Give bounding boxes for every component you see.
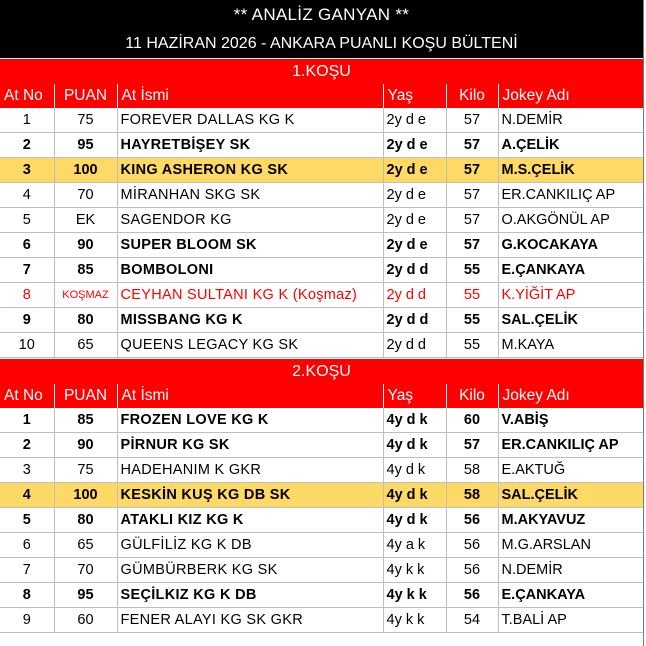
cell-jokey-adi: A.ÇELİK	[498, 133, 643, 158]
cell-kilo: 54	[446, 608, 498, 633]
cell-yas: 2y d d	[383, 283, 446, 308]
cell-at-no: 7	[0, 558, 54, 583]
column-header-jokey-adi: Jokey Adı	[498, 84, 643, 108]
cell-puan: 75	[54, 458, 117, 483]
cell-kilo: 58	[446, 483, 498, 508]
table-row[interactable]	[0, 458, 643, 483]
cell-at-no: 6	[0, 533, 54, 558]
cell-jokey-adi: M.G.ARSLAN	[498, 533, 643, 558]
cell-puan: 85	[54, 258, 117, 283]
cell-jokey-adi: K.YİĞİT AP	[498, 283, 643, 308]
table-row[interactable]	[0, 608, 643, 633]
race-header: 2.KOŞU	[0, 358, 643, 384]
table-row[interactable]	[0, 583, 643, 608]
column-header-kilo: Kilo	[446, 384, 498, 408]
cell-at-no: 3	[0, 158, 54, 183]
cell-at-no: 10	[0, 333, 54, 358]
race-section	[0, 358, 643, 633]
cell-yas: 4y d k	[383, 408, 446, 433]
cell-at-no: 6	[0, 233, 54, 258]
cell-yas: 2y d e	[383, 233, 446, 258]
cell-kilo: 56	[446, 533, 498, 558]
cell-puan: 100	[54, 483, 117, 508]
table-row[interactable]	[0, 183, 643, 208]
cell-at-no: 1	[0, 108, 54, 133]
cell-jokey-adi: E.ÇANKAYA	[498, 258, 643, 283]
race-header: 1.KOŞU	[0, 58, 643, 84]
cell-at-ismi: GÜMBÜRBERK KG SK	[117, 558, 383, 583]
cell-kilo: 57	[446, 433, 498, 458]
cell-yas: 4y a k	[383, 533, 446, 558]
cell-yas: 4y d k	[383, 458, 446, 483]
column-header-at-no: At No	[0, 384, 54, 408]
cell-jokey-adi: M.AKYAVUZ	[498, 508, 643, 533]
cell-jokey-adi: M.KAYA	[498, 333, 643, 358]
cell-puan: 95	[54, 583, 117, 608]
cell-at-no: 2	[0, 433, 54, 458]
cell-jokey-adi: G.KOCAKAYA	[498, 233, 643, 258]
race-table	[0, 84, 643, 358]
race-section	[0, 58, 643, 358]
cell-at-no: 2	[0, 133, 54, 158]
cell-at-ismi: GÜLFİLİZ KG K DB	[117, 533, 383, 558]
race-table	[0, 384, 643, 633]
cell-puan: 65	[54, 333, 117, 358]
cell-at-no: 9	[0, 308, 54, 333]
cell-jokey-adi: O.AKGÖNÜL AP	[498, 208, 643, 233]
cell-jokey-adi: N.DEMİR	[498, 108, 643, 133]
cell-puan: 75	[54, 108, 117, 133]
table-row[interactable]	[0, 433, 643, 458]
table-row[interactable]	[0, 133, 643, 158]
table-row[interactable]	[0, 258, 643, 283]
cell-kilo: 57	[446, 208, 498, 233]
cell-kilo: 57	[446, 108, 498, 133]
races-container	[0, 58, 643, 633]
table-row[interactable]	[0, 208, 643, 233]
cell-kilo: 57	[446, 233, 498, 258]
cell-jokey-adi: SAL.ÇELİK	[498, 483, 643, 508]
cell-yas: 2y d d	[383, 258, 446, 283]
cell-yas: 4y k k	[383, 583, 446, 608]
column-header-at-ismi: At İsmi	[117, 84, 383, 108]
cell-puan: 65	[54, 533, 117, 558]
cell-yas: 2y d e	[383, 108, 446, 133]
cell-kilo: 56	[446, 508, 498, 533]
cell-at-ismi: ATAKLI KIZ KG K	[117, 508, 383, 533]
cell-puan: 60	[54, 608, 117, 633]
cell-kilo: 58	[446, 458, 498, 483]
cell-yas: 4y k k	[383, 608, 446, 633]
cell-kilo: 55	[446, 283, 498, 308]
table-row[interactable]	[0, 308, 643, 333]
cell-jokey-adi: E.AKTUĞ	[498, 458, 643, 483]
cell-at-ismi: FOREVER DALLAS KG K	[117, 108, 383, 133]
cell-kilo: 55	[446, 333, 498, 358]
column-header-yas: Yaş	[383, 84, 446, 108]
cell-at-ismi: CEYHAN SULTANI KG K (Koşmaz)	[117, 283, 383, 308]
cell-puan: 70	[54, 183, 117, 208]
cell-at-ismi: QUEENS LEGACY KG SK	[117, 333, 383, 358]
cell-at-ismi: MİRANHAN SKG SK	[117, 183, 383, 208]
cell-at-ismi: KING ASHERON KG SK	[117, 158, 383, 183]
cell-yas: 2y d e	[383, 208, 446, 233]
table-row[interactable]	[0, 483, 643, 508]
table-row[interactable]	[0, 508, 643, 533]
cell-at-ismi: MISSBANG KG K	[117, 308, 383, 333]
cell-yas: 4y d k	[383, 483, 446, 508]
cell-at-ismi: SEÇİLKIZ KG K DB	[117, 583, 383, 608]
cell-jokey-adi: SAL.ÇELİK	[498, 308, 643, 333]
cell-jokey-adi: E.ÇANKAYA	[498, 583, 643, 608]
cell-yas: 2y d e	[383, 158, 446, 183]
table-row[interactable]	[0, 333, 643, 358]
cell-jokey-adi: N.DEMİR	[498, 558, 643, 583]
cell-jokey-adi: ER.CANKILIÇ AP	[498, 183, 643, 208]
cell-puan: 90	[54, 233, 117, 258]
cell-at-no: 4	[0, 483, 54, 508]
column-header-yas: Yaş	[383, 384, 446, 408]
cell-kilo: 56	[446, 583, 498, 608]
table-row[interactable]	[0, 283, 643, 308]
cell-jokey-adi: ER.CANKILIÇ AP	[498, 433, 643, 458]
cell-at-no: 7	[0, 258, 54, 283]
cell-puan: 80	[54, 308, 117, 333]
cell-puan: 95	[54, 133, 117, 158]
column-header-at-ismi: At İsmi	[117, 384, 383, 408]
cell-at-no: 9	[0, 608, 54, 633]
table-row[interactable]	[0, 558, 643, 583]
cell-puan: 90	[54, 433, 117, 458]
cell-yas: 2y d e	[383, 133, 446, 158]
cell-kilo: 56	[446, 558, 498, 583]
cell-at-no: 5	[0, 208, 54, 233]
cell-kilo: 57	[446, 158, 498, 183]
column-header-at-no: At No	[0, 84, 54, 108]
column-header-row	[0, 384, 643, 408]
title-bar	[0, 0, 643, 58]
cell-kilo: 57	[446, 183, 498, 208]
cell-at-ismi: FENER ALAYI KG SK GKR	[117, 608, 383, 633]
cell-kilo: 55	[446, 308, 498, 333]
cell-yas: 4y d k	[383, 508, 446, 533]
cell-at-ismi: HADEHANIM K GKR	[117, 458, 383, 483]
cell-kilo: 60	[446, 408, 498, 433]
table-row[interactable]	[0, 233, 643, 258]
column-header-jokey-adi: Jokey Adı	[498, 384, 643, 408]
cell-jokey-adi: T.BALİ AP	[498, 608, 643, 633]
cell-puan: 85	[54, 408, 117, 433]
cell-puan: 70	[54, 558, 117, 583]
cell-puan: 80	[54, 508, 117, 533]
cell-at-no: 8	[0, 283, 54, 308]
cell-kilo: 57	[446, 133, 498, 158]
cell-at-ismi: HAYRETBİŞEY SK	[117, 133, 383, 158]
cell-at-ismi: BOMBOLONI	[117, 258, 383, 283]
cell-at-ismi: SUPER BLOOM SK	[117, 233, 383, 258]
cell-puan: EK	[54, 208, 117, 233]
cell-yas: 4y d k	[383, 433, 446, 458]
cell-at-no: 3	[0, 458, 54, 483]
cell-at-no: 8	[0, 583, 54, 608]
page-subtitle: 11 HAZİRAN 2026 - ANKARA PUANLI KOŞU BÜLTENİ	[125, 35, 518, 52]
cell-at-no: 1	[0, 408, 54, 433]
cell-at-ismi: SAGENDOR KG	[117, 208, 383, 233]
column-header-kilo: Kilo	[446, 84, 498, 108]
cell-yas: 4y k k	[383, 558, 446, 583]
column-header-puan: PUAN	[54, 384, 117, 408]
cell-at-ismi: KESKİN KUŞ KG DB SK	[117, 483, 383, 508]
table-row[interactable]	[0, 108, 643, 133]
table-row[interactable]	[0, 158, 643, 183]
cell-at-no: 4	[0, 183, 54, 208]
cell-jokey-adi: V.ABİŞ	[498, 408, 643, 433]
column-header-row	[0, 84, 643, 108]
cell-puan: 100	[54, 158, 117, 183]
cell-at-no: 5	[0, 508, 54, 533]
page-title: ** ANALİZ GANYAN **	[233, 5, 410, 24]
cell-jokey-adi: M.S.ÇELİK	[498, 158, 643, 183]
cell-at-ismi: PİRNUR KG SK	[117, 433, 383, 458]
cell-kilo: 55	[446, 258, 498, 283]
cell-yas: 2y d d	[383, 308, 446, 333]
table-row[interactable]	[0, 408, 643, 433]
cell-yas: 2y d d	[383, 333, 446, 358]
column-header-puan: PUAN	[54, 84, 117, 108]
cell-puan: KOŞMAZ	[54, 283, 117, 308]
cell-at-ismi: FROZEN LOVE KG K	[117, 408, 383, 433]
table-row[interactable]	[0, 533, 643, 558]
cell-yas: 2y d e	[383, 183, 446, 208]
